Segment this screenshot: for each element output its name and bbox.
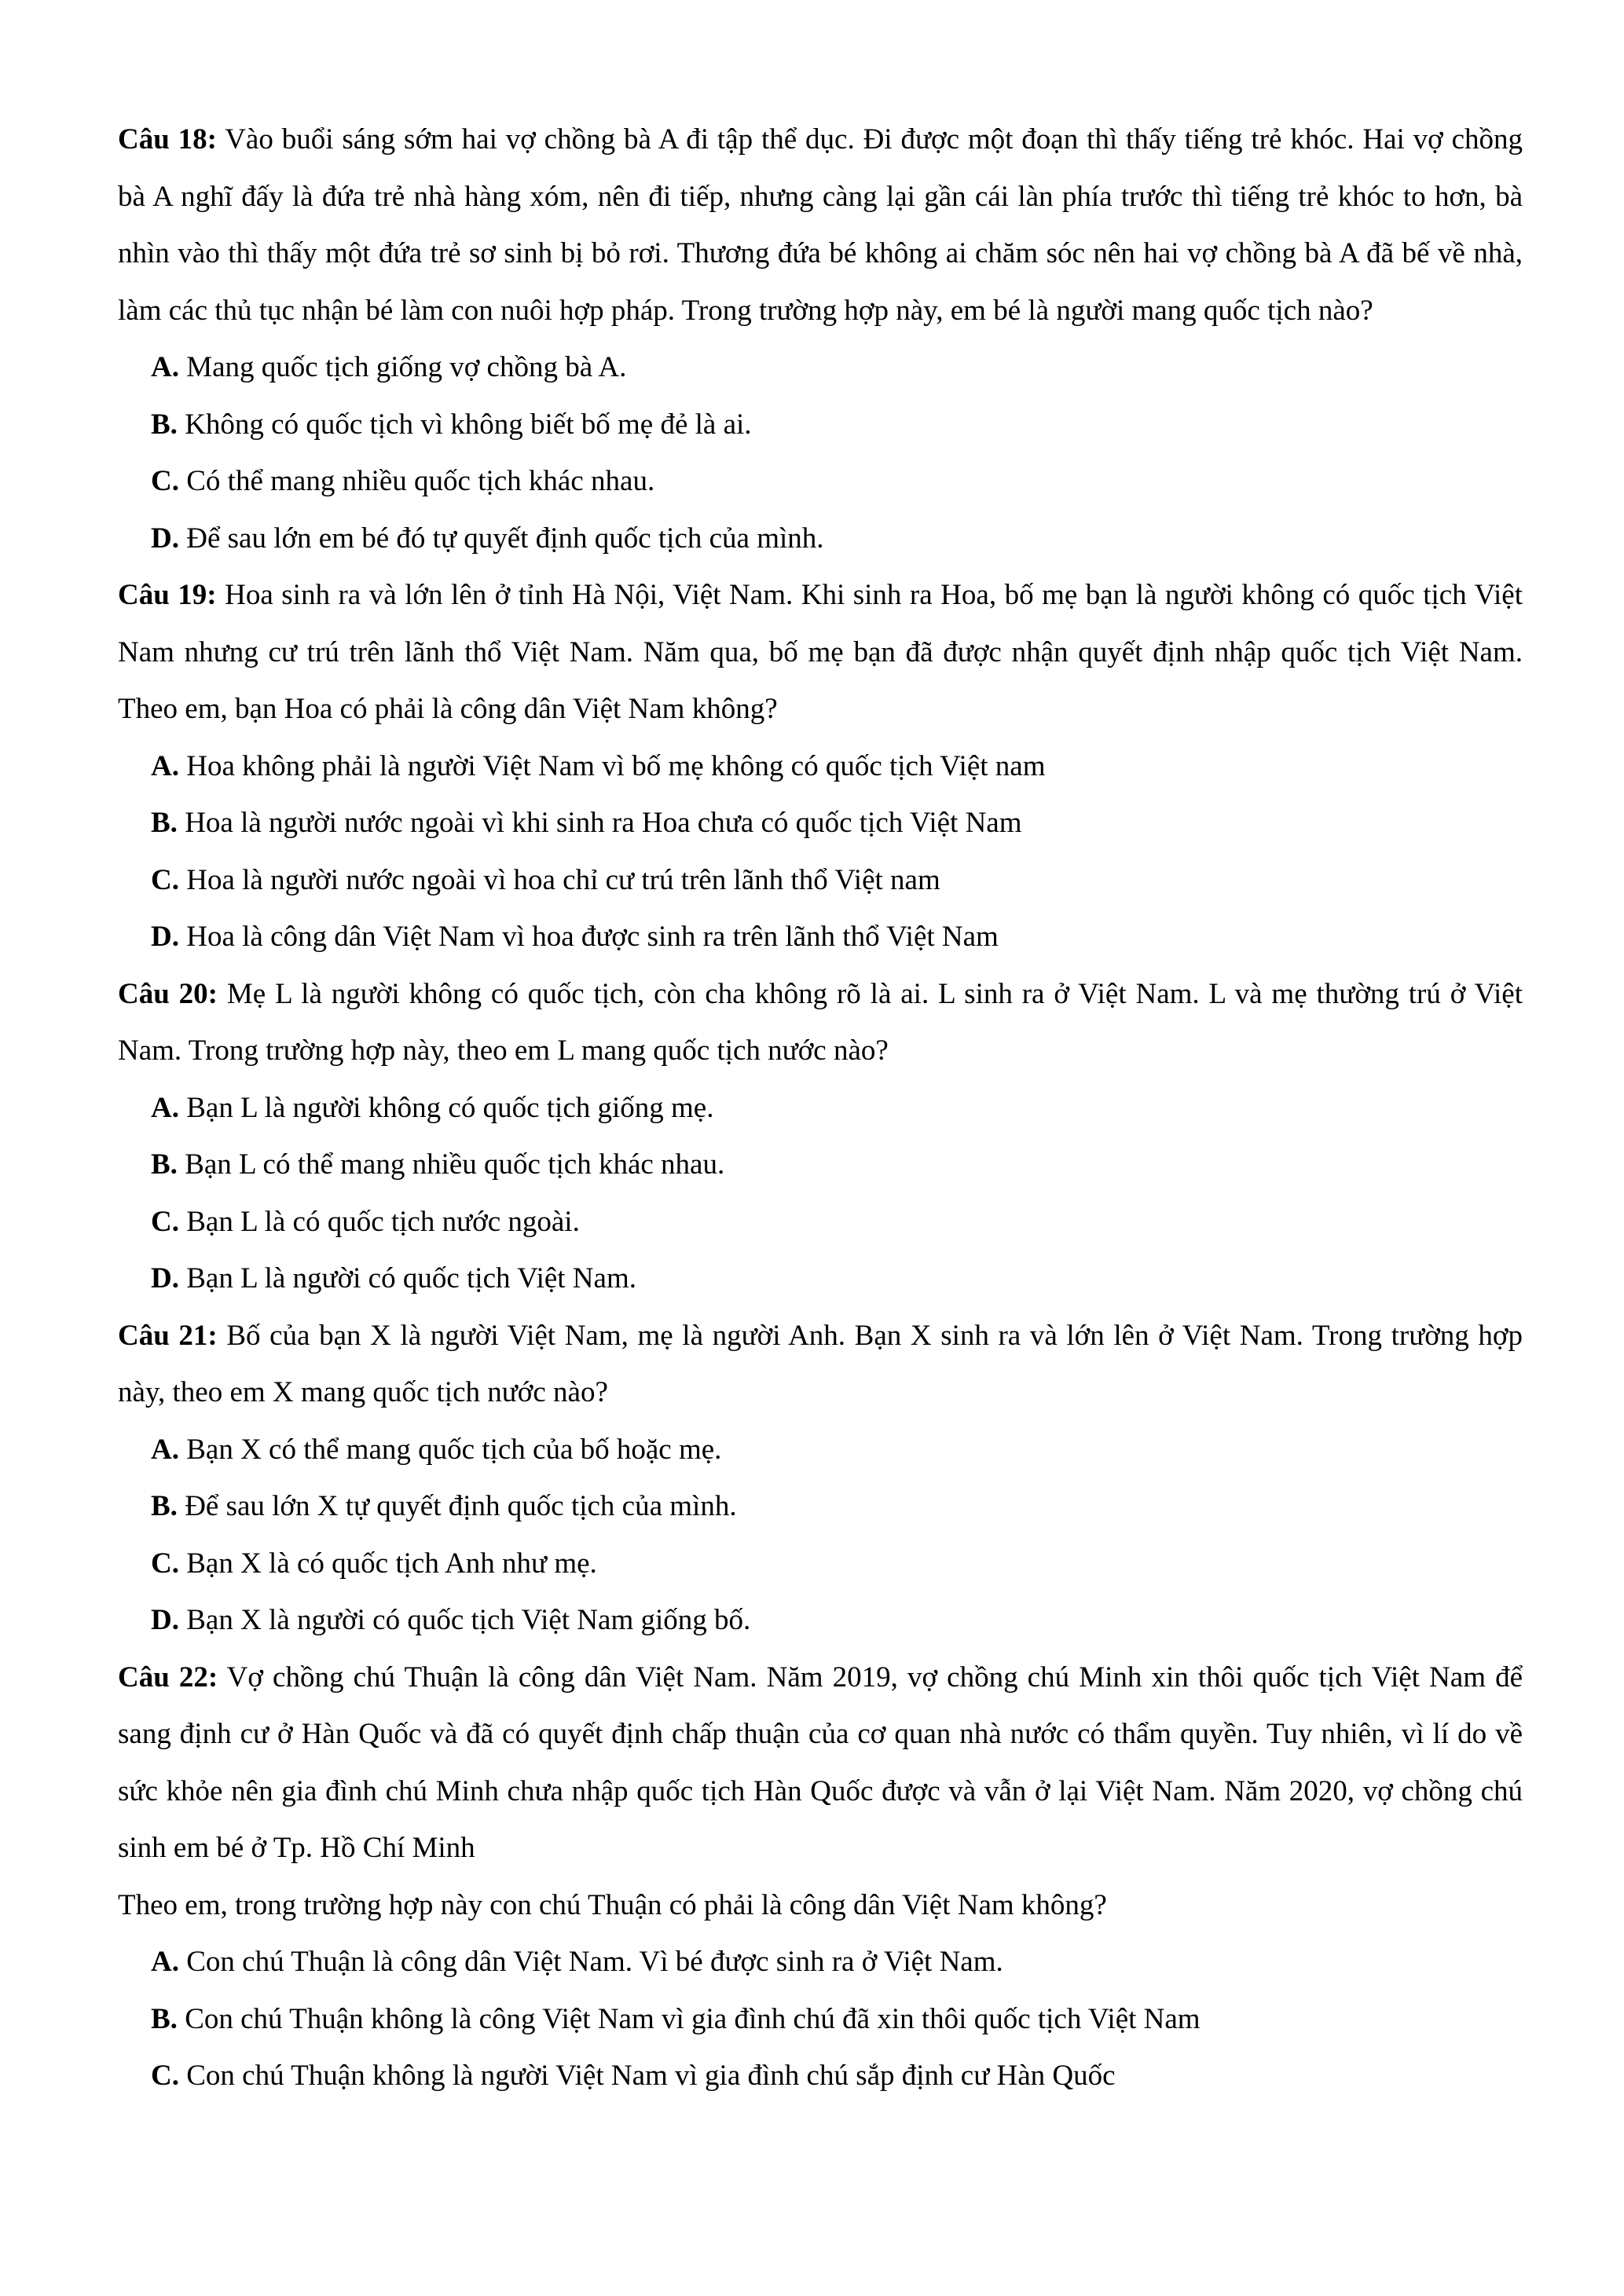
question-label: Câu 22: — [118, 1661, 218, 1694]
question-stem — [118, 112, 1523, 339]
option-text: Hoa không phải là người Việt Nam vì bố mẹ không có quốc tịch Việt nam — [178, 749, 1046, 782]
option-label: C. — [151, 465, 179, 497]
question-stem-continued — [118, 1877, 1523, 1935]
option-label: A. — [151, 1433, 179, 1466]
question-text: Hoa sinh ra và lớn lên ở tỉnh Hà Nội, Việt Nam. Khi sinh ra Hoa, bố mẹ bạn là người không có quốc tịch Việt Nam nhưng cư trú trên lãnh thổ Việt Nam. Năm qua, bố mẹ bạn đã được nhận quyết định nhập quốc tịch Việt Nam. Theo em, bạn Hoa có phải là công dân Việt Nam không? — [118, 579, 1523, 725]
option-c — [118, 1194, 1523, 1251]
option-label: B. — [151, 807, 178, 839]
option-text: Bạn X là có quốc tịch Anh như mẹ. — [178, 1547, 597, 1580]
option-text: Để sau lớn X tự quyết định quốc tịch của mình. — [177, 1490, 737, 1522]
option-label: A. — [151, 1091, 179, 1124]
option-text: Hoa là công dân Việt Nam vì hoa được sinh ra trên lãnh thổ Việt Nam — [178, 921, 999, 953]
option-d — [118, 909, 1523, 966]
option-d — [118, 511, 1523, 568]
question-text: Theo em, trong trường hợp này con chú Thuận có phải là công dân Việt Nam không? — [118, 1888, 1107, 1921]
option-text: Hoa là người nước ngoài vì khi sinh ra Hoa chưa có quốc tịch Việt Nam — [177, 807, 1022, 839]
option-d — [118, 1251, 1523, 1308]
option-c — [118, 1536, 1523, 1593]
option-b — [118, 1991, 1523, 2049]
question-21 — [118, 1308, 1523, 1650]
option-label: D. — [151, 921, 179, 953]
option-c — [118, 453, 1523, 511]
option-text: Bạn L là người có quốc tịch Việt Nam. — [178, 1262, 636, 1294]
question-stem — [118, 567, 1523, 738]
option-label: B. — [151, 1490, 178, 1522]
question-label: Câu 19: — [118, 579, 217, 611]
option-label: D. — [151, 1604, 179, 1636]
option-text: Con chú Thuận không là người Việt Nam vì gia đình chú sắp định cư Hàn Quốc — [178, 2060, 1116, 2092]
option-label: A. — [151, 1946, 179, 1978]
option-label: C. — [151, 1547, 179, 1580]
option-b — [118, 1137, 1523, 1194]
option-a — [118, 1422, 1523, 1479]
question-stem — [118, 1650, 1523, 1877]
question-19 — [118, 567, 1523, 966]
option-text: Bạn X là người có quốc tịch Việt Nam giống bố. — [178, 1604, 751, 1636]
option-label: D. — [151, 522, 179, 555]
option-text: Bạn L là người không có quốc tịch giống mẹ. — [178, 1091, 714, 1124]
option-text: Có thể mang nhiều quốc tịch khác nhau. — [178, 465, 655, 497]
option-text: Bạn L có thể mang nhiều quốc tịch khác nhau. — [177, 1148, 725, 1181]
option-label: C. — [151, 2060, 179, 2092]
question-label: Câu 21: — [118, 1319, 218, 1352]
option-text: Hoa là người nước ngoài vì hoa chỉ cư trú trên lãnh thổ Việt nam — [178, 863, 940, 896]
option-label: B. — [151, 408, 178, 441]
option-a — [118, 1080, 1523, 1137]
question-stem — [118, 1308, 1523, 1422]
option-text: Không có quốc tịch vì không biết bố mẹ đẻ là ai. — [177, 408, 752, 441]
question-text: Bố của bạn X là người Việt Nam, mẹ là người Anh. Bạn X sinh ra và lớn lên ở Việt Nam. Trong trường hợp này, theo em X mang quốc tịch nước nào? — [118, 1319, 1523, 1408]
option-d — [118, 1592, 1523, 1650]
question-stem — [118, 966, 1523, 1080]
option-label: A. — [151, 749, 179, 782]
option-a — [118, 339, 1523, 397]
option-label: D. — [151, 1262, 179, 1294]
question-20 — [118, 966, 1523, 1308]
question-22 — [118, 1650, 1523, 2105]
option-b — [118, 795, 1523, 852]
option-label: C. — [151, 863, 179, 896]
option-b — [118, 1478, 1523, 1536]
option-label: B. — [151, 2002, 178, 2035]
option-label: A. — [151, 351, 179, 383]
question-label: Câu 20: — [118, 977, 218, 1010]
option-b — [118, 397, 1523, 454]
question-label: Câu 18: — [118, 123, 217, 156]
option-text: Bạn X có thể mang quốc tịch của bố hoặc mẹ. — [178, 1433, 722, 1466]
question-text: Mẹ L là người không có quốc tịch, còn cha không rõ là ai. L sinh ra ở Việt Nam. L và mẹ thường trú ở Việt Nam. Trong trường hợp này, theo em L mang quốc tịch nước nào? — [118, 977, 1523, 1067]
option-text: Bạn L là có quốc tịch nước ngoài. — [178, 1205, 580, 1238]
option-text: Con chú Thuận không là công Việt Nam vì gia đình chú đã xin thôi quốc tịch Việt Nam — [177, 2002, 1201, 2035]
option-text: Để sau lớn em bé đó tự quyết định quốc tịch của mình. — [178, 522, 824, 555]
option-c — [118, 2048, 1523, 2105]
option-a — [118, 1934, 1523, 1991]
question-text: Vào buổi sáng sớm hai vợ chồng bà A đi tập thể dục. Đi được một đoạn thì thấy tiếng trẻ khóc. Hai vợ chồng bà A nghĩ đấy là đứa trẻ nhà hàng xóm, nên đi tiếp, nhưng càng lại gần cái làn phía trước thì tiếng trẻ khóc to hơn, bà nhìn vào thì thấy một đứa trẻ sơ sinh bị bỏ rơi. Thương đứa bé không ai chăm sóc nên hai vợ chồng bà A đã bế về nhà, làm các thủ tục nhận bé làm con nuôi hợp pháp. Trong trường hợp này, em bé là người mang quốc tịch nào? — [118, 123, 1523, 327]
question-18 — [118, 112, 1523, 567]
option-label: C. — [151, 1205, 179, 1238]
question-text: Vợ chồng chú Thuận là công dân Việt Nam. Năm 2019, vợ chồng chú Minh xin thôi quốc tịch Việt Nam để sang định cư ở Hàn Quốc và đã có quyết định chấp thuận của cơ quan nhà nước có thẩm quyền. Tuy nhiên, vì lí do về sức khỏe nên gia đình chú Minh chưa nhập quốc tịch Hàn Quốc được và vẫn ở lại Việt Nam. Năm 2020, vợ chồng chú sinh em bé ở Tp. Hồ Chí Minh — [118, 1661, 1523, 1864]
option-a — [118, 738, 1523, 796]
option-text: Mang quốc tịch giống vợ chồng bà A. — [178, 351, 627, 383]
option-text: Con chú Thuận là công dân Việt Nam. Vì bé được sinh ra ở Việt Nam. — [178, 1946, 1003, 1978]
option-label: B. — [151, 1148, 178, 1181]
document-page — [118, 112, 1523, 2105]
option-c — [118, 852, 1523, 910]
